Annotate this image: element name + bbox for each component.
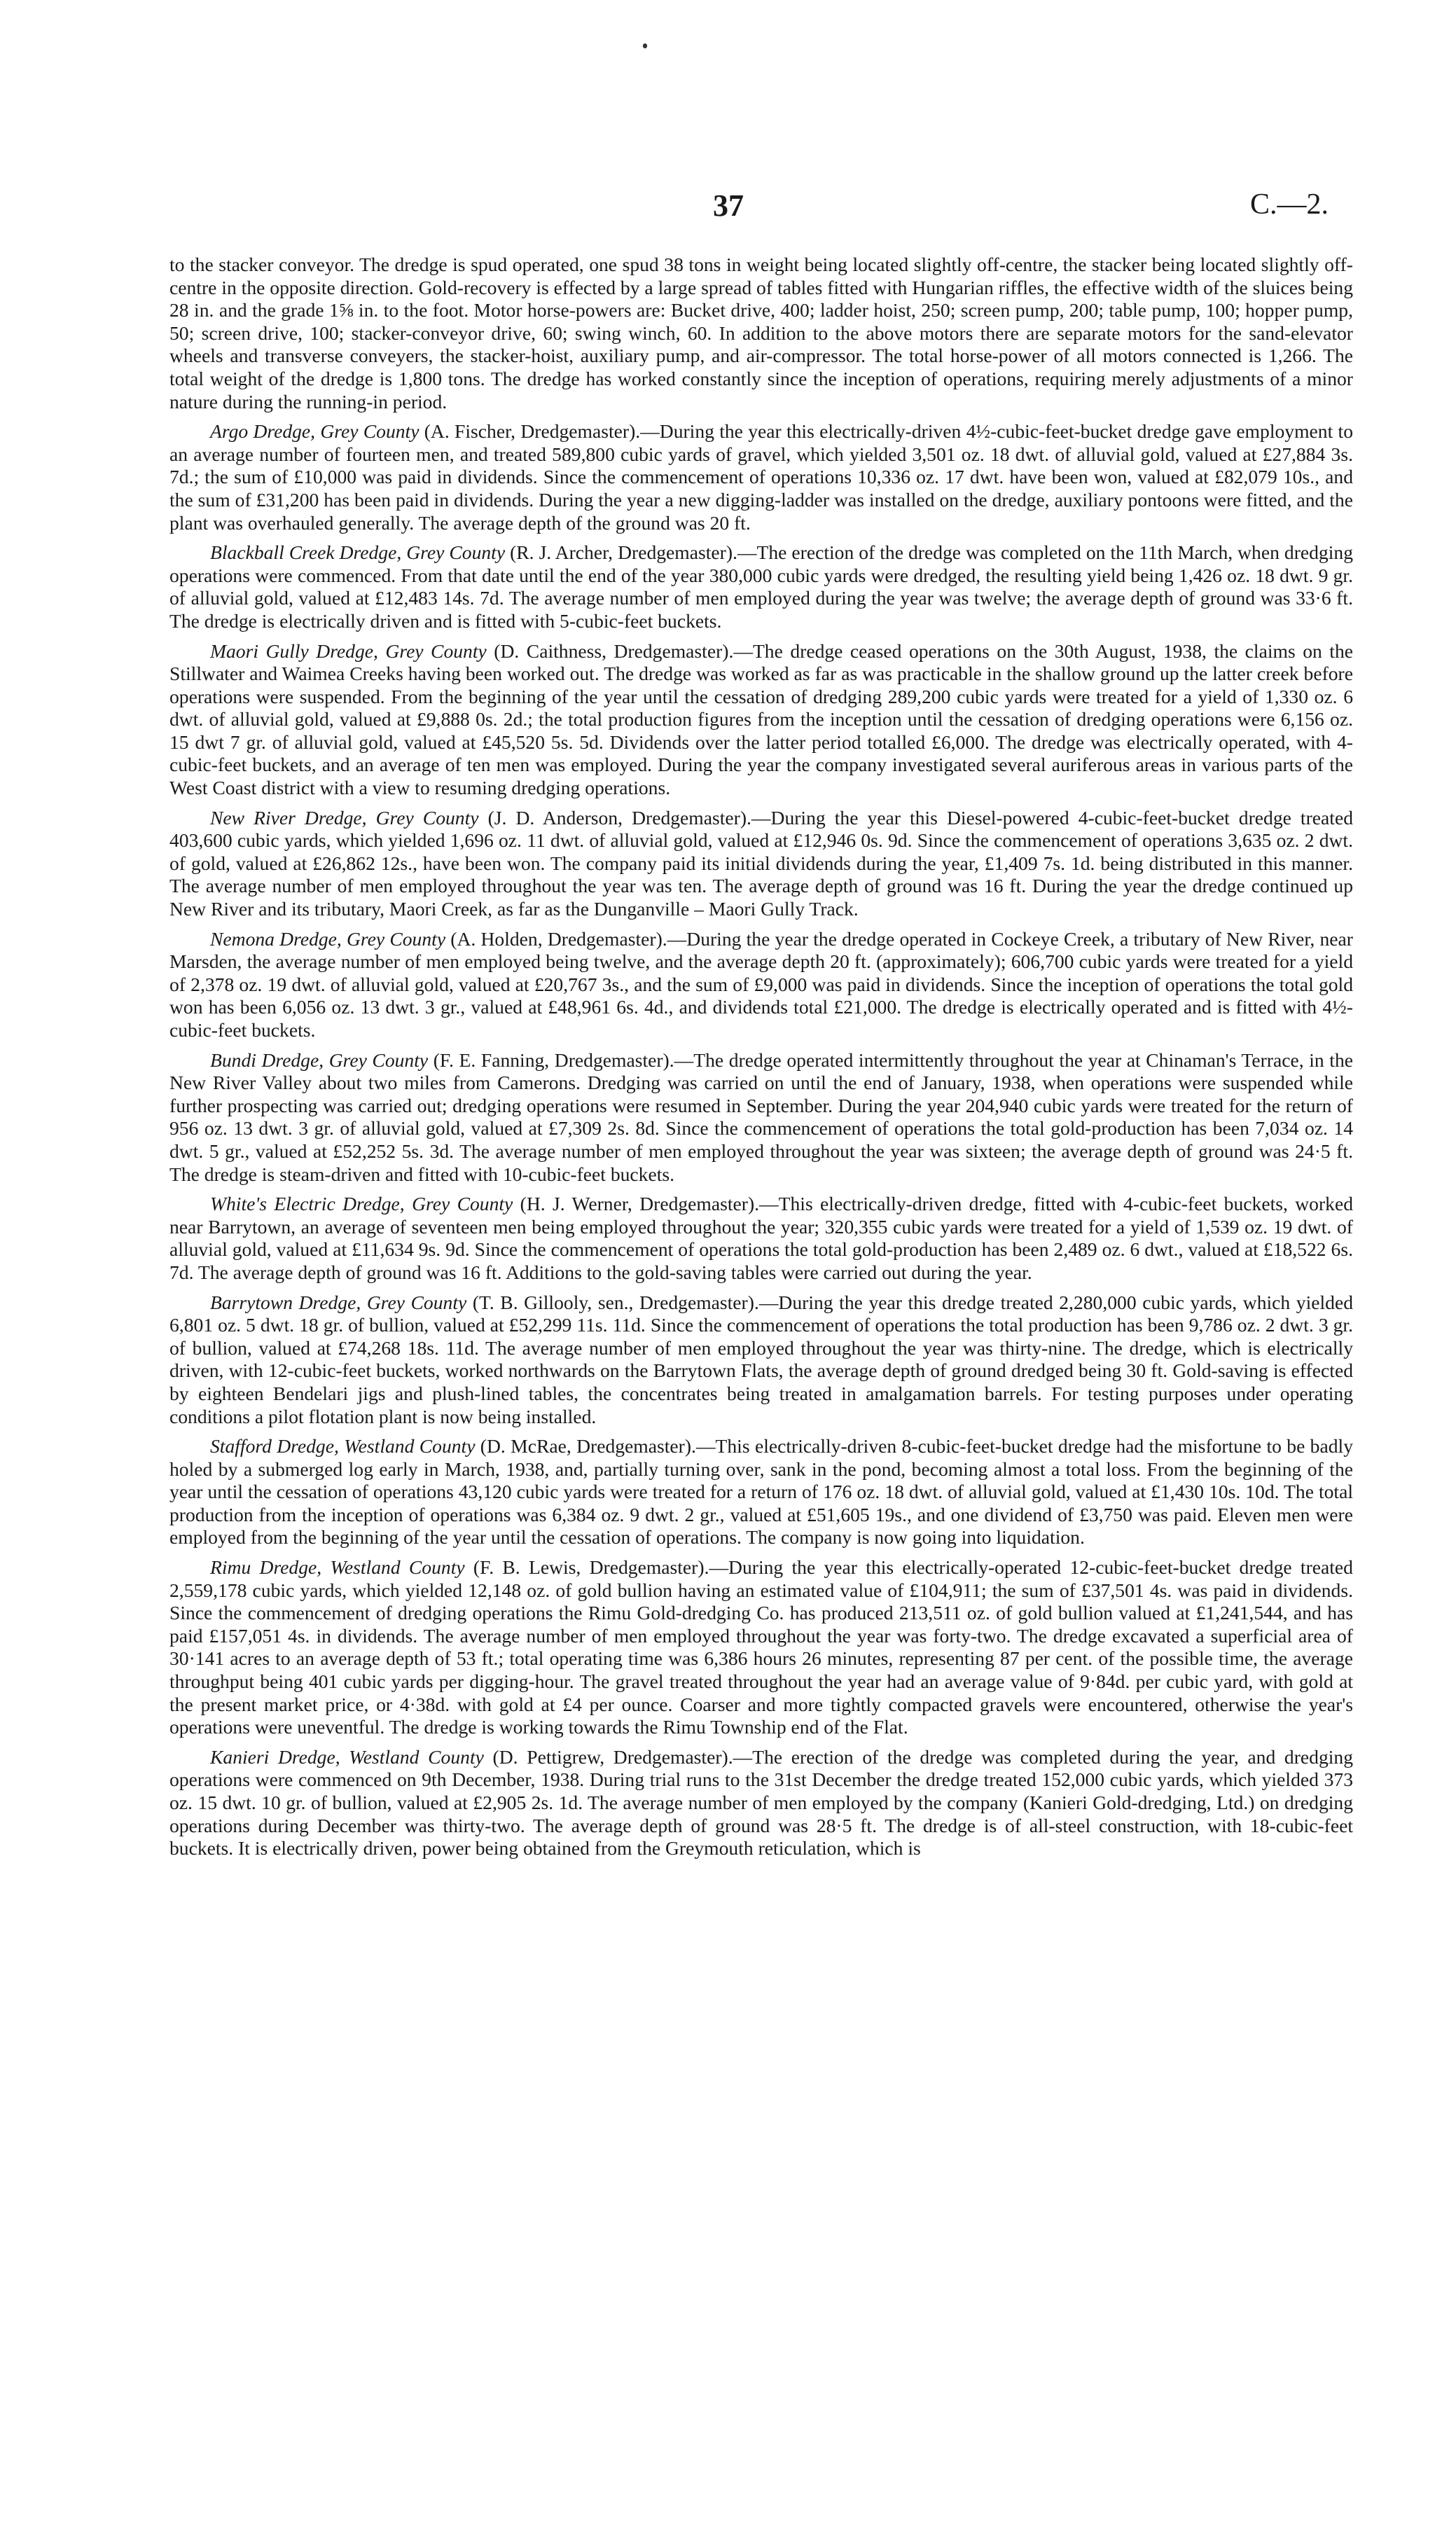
dredge-report: (D. Pettigrew, Dredgemaster).—The erection of the dredge was completed during the year, and dredging operations were commenced on 9th December, 1938. During trial runs to the 31st December the dredge treated 152,000 cubic yards, which yielded 373 oz. 15 dwt. 10 gr. of bullion, valued at £2,905 2s. 1d. The average number of men employed by the company (Kanieri Gold-dredging, Ltd.) on dredging operations during December was thirty-two. The average depth of ground was 28·5 ft. The dredge is of all-steel construction, with 18-cubic-feet buckets. It is electrically driven, power being obtained from the Greymouth reticulation, which is [169, 1745, 1354, 1860]
intro-paragraph: to the stacker conveyor. The dredge is spud operated, one spud 38 tons in weight being located slightly off-centre, the stacker being located slightly off-centre in the opposite direction. Gold-recovery is effected by a large spread of tables fitted with Hungarian riffles, the effective width of the sluices being 28 in. and the grade 1⅝ in. to the foot. Motor horse-powers are: Bucket drive, 400; ladder hoist, 250; screen pump, 200; table pump, 100; hopper pump, 50; screen drive, 100; stacker-conveyor drive, 60; swing winch, 60. In addition to the above motors there are separate motors for the sand-elevator wheels and transverse conveyers, the stacker-hoist, auxiliary pump, and air-compressor. The total horse-power of all motors connected is 1,266. The total weight of the dredge is 1,800 tons. The dredge has worked constantly since the inception of operations, requiring merely adjustments of a minor nature during the running-in period. [169, 254, 1353, 413]
dredge-name: Kanieri Dredge, Westland County [210, 1745, 484, 1768]
dredge-entry-whites-electric [169, 1193, 1353, 1284]
dredge-report: (R. J. Archer, Dredgemaster).—The erection of the dredge was completed on the 11th March, when dredging operations were commenced. From that date until the end of the year 380,000 cubic yards were dredged, the resulting yield being 1,426 oz. 18 dwt. 9 gr. of alluvial gold, valued at £12,483 14s. 7d. The average number of men employed during the year was twelve; the average depth of ground was 33·6 ft. The dredge is electrically driven and is fitted with 5-cubic-feet buckets. [169, 541, 1353, 632]
dredge-report: (A. Fischer, Dredgemaster).—During the year this electrically-driven 4½-cubic-feet-bucket dredge gave employment to an average number of fourteen men, and treated 589,800 cubic yards of gravel, which yielded 3,501 oz. 18 dwt. of alluvial gold, valued at £27,884 3s. 7d.; the sum of £10,000 was paid in dividends. Since the commencement of operations 10,336 oz. 17 dwt. have been won, valued at £82,079 10s., and the sum of £31,200 has been paid in dividends. During the year a new digging-ladder was installed on the dredge, auxiliary pontoons were fitted, and the plant was overhauled generally. The average depth of the ground was 20 ft. [169, 420, 1353, 534]
dredge-report: (T. B. Gillooly, sen., Dredgemaster).—During the year this dredge treated 2,280,000 cubic yards, which yielded 6,801 oz. 5 dwt. 18 gr. of bullion, valued at £52,299 11s. 11d. Since the commencement of operations the total production has been 9,786 oz. 2 dwt. 3 gr. of bullion, valued at £74,268 18s. 11d. The average number of men employed throughout the year was thirty-nine. The dredge, which is electrically driven, with 12-cubic-feet buckets, worked northwards on the Barrytown Flats, the average depth of ground dredged being 30 ft. Gold-saving is effected by eighteen Bendelari jigs and plush-lined tables, the concentrates being treated in amalgamation barrels. For testing purposes under operating conditions a pilot flotation plant is now being installed. [169, 1291, 1353, 1427]
dredge-report: (D. Caithness, Dredgemaster).—The dredge ceased operations on the 30th August, 1938, the claims on the Stillwater and Waimea Creeks having been worked out. The dredge was worked as far as was practicable in the shallow ground up the latter creek before operations were suspended. From the beginning of the year until the cessation of dredging 289,200 cubic yards were treated for a yield of 1,330 oz. 6 dwt. of alluvial gold, valued at £9,888 0s. 2d.; the total production figures from the inception until the cessation of dredging operations were 6,156 oz. 15 dwt 7 gr. of alluvial gold, valued at £45,520 5s. 5d. Dividends over the latter period totalled £6,000. The dredge was electrically operated, with 4-cubic-feet buckets, and an average of ten men was employed. During the year the company investigated several auriferous areas in various parts of the West Coast district with a view to resuming dredging operations. [169, 639, 1353, 799]
print-speck [643, 43, 647, 48]
dredge-name: Maori Gully Dredge, Grey County [210, 639, 487, 662]
page-number: 37 [713, 188, 744, 223]
document-reference: C.—2. [1250, 188, 1329, 221]
dredge-name: Blackball Creek Dredge, Grey County [210, 541, 506, 564]
dredge-entry-rimu [169, 1556, 1353, 1739]
dredge-name: White's Electric Dredge, Grey County [210, 1193, 513, 1215]
dredge-name: Stafford Dredge, Westland County [210, 1435, 476, 1458]
dredge-name: Bundi Dredge, Grey County [210, 1048, 429, 1071]
dredge-report: (D. McRae, Dredgemaster).—This electrically-driven 8-cubic-feet-bucket dredge had the misfortune to be badly holed by a submerged log early in March, 1938, and, partially turning over, sank in the pond, becoming almost a total loss. From the beginning of the year until the cessation of operations 43,120 cubic yards were treated for a return of 176 oz. 18 dwt. of alluvial gold, valued at £1,430 10s. 10d. The total production from the inception of operations was 6,384 oz. 9 dwt. 2 gr., valued at £51,605 19s., and one dividend of £3,750 was paid. Eleven men were employed from the beginning of the year until the cessation of operations. The company is now going into liquidation. [169, 1435, 1353, 1549]
dredge-entry-barrytown [169, 1292, 1353, 1429]
dredge-entry-nemona [169, 928, 1353, 1042]
dredge-name: New River Dredge, Grey County [210, 806, 479, 829]
dredge-entry-new-river [169, 807, 1353, 921]
body-text [169, 254, 1353, 1867]
dredge-report: (H. J. Werner, Dredgemaster).—This electrically-driven dredge, fitted with 4-cubic-feet buckets, worked near Barrytown, an average of seventeen men being employed throughout the year; 320,355 cubic yards were treated for a yield of 1,539 oz. 19 dwt. of alluvial gold, valued at £11,634 9s. 9d. Since the commencement of operations the total gold-production has been 2,489 oz. 6 dwt., valued at £18,522 6s. 7d. The average depth of ground was 16 ft. Additions to the gold-saving tables were carried out during the year. [169, 1193, 1353, 1283]
dredge-name: Barrytown Dredge, Grey County [210, 1291, 467, 1313]
dredge-report: (F. E. Fanning, Dredgemaster).—The dredge operated intermittently throughout the year at Chinaman's Terrace, in the New River Valley about two miles from Camerons. Dredging was carried on until the end of January, 1938, when operations were suspended while further prospecting was carried out; dredging operations were resumed in September. During the year 204,940 cubic yards were treated for the return of 956 oz. 13 dwt. 3 gr. of alluvial gold, valued at £7,309 2s. 8d. Since the commencement of operations the total gold-production has been 7,034 oz. 14 dwt. 5 gr., valued at £52,252 5s. 3d. The average number of men employed throughout the year was sixteen; the average depth of ground was 24·5 ft. The dredge is steam-driven and fitted with 10-cubic-feet buckets. [169, 1048, 1353, 1185]
dredge-name: Rimu Dredge, Westland County [210, 1556, 465, 1579]
dredge-name: Nemona Dredge, Grey County [210, 927, 446, 950]
dredge-report: (A. Holden, Dredgemaster).—During the year the dredge operated in Cockeye Creek, a tributary of New River, near Marsden, the average number of men employed being twelve, and the average depth 20 ft. (approximately); 606,700 cubic yards were treated for a yield of 2,378 oz. 19 dwt. of alluvial gold, valued at £20,767 3s., and the sum of £9,000 was paid in dividends. Since the inception of operations the total gold won has been 6,056 oz. 13 dwt. 3 gr., valued at £48,961 6s. 4d., and dividends total £21,000. The dredge is electrically operated and is fitted with 4½-cubic-feet buckets. [169, 927, 1353, 1041]
dredge-entry-maori-gully [169, 640, 1353, 800]
dredge-entry-stafford [169, 1435, 1353, 1549]
dredge-report: (F. B. Lewis, Dredgemaster).—During the year this electrically-operated 12-cubic-feet-bucket dredge treated 2,559,178 cubic yards, which yielded 12,148 oz. of gold bullion having an estimated value of £104,911; the sum of £37,501 4s. was paid in dividends. Since the commencement of dredging operations the Rimu Gold-dredging Co. has produced 213,511 oz. of gold bullion valued at £1,241,544, and has paid £157,051 4s. in dividends. The average number of men employed throughout the year was forty-two. The dredge excavated a superficial area of 30·141 acres to an average depth of 53 ft.; total operating time was 6,386 hours 26 minutes, representing 87 per cent. of the possible time, the average throughput being 401 cubic yards per digging-hour. The gravel treated throughout the year had an average value of 9·84d. per cubic yard, with gold at the present market price, or 4·38d. with gold at £4 per ounce. Coarser and more tightly compacted gravels were encountered, otherwise the year's operations were uneventful. The dredge is working towards the Rimu Township end of the Flat. [169, 1556, 1353, 1738]
dredge-entry-kanieri [169, 1746, 1353, 1860]
dredge-entry-argo [169, 420, 1353, 534]
dredge-entry-blackball-creek [169, 541, 1353, 632]
dredge-name: Argo Dredge, Grey County [210, 420, 420, 443]
dredge-report: (J. D. Anderson, Dredgemaster).—During the year this Diesel-powered 4-cubic-feet-bucket dredge treated 403,600 cubic yards, which yielded 1,696 oz. 11 dwt. of alluvial gold, valued at £12,946 0s. 9d. Since the commencement of operations 3,635 oz. 2 dwt. of gold, valued at £26,862 12s., have been won. The company paid its initial dividends during the year, £1,409 7s. 1d. being distributed in this manner. The average number of men employed throughout the year was ten. The average depth of ground was 16 ft. During the year the dredge continued up New River and its tributary, Maori Creek, as far as the Dunganville – Maori Gully Track. [169, 806, 1353, 920]
dredge-entry-bundi [169, 1049, 1353, 1186]
page-header [0, 188, 1456, 230]
